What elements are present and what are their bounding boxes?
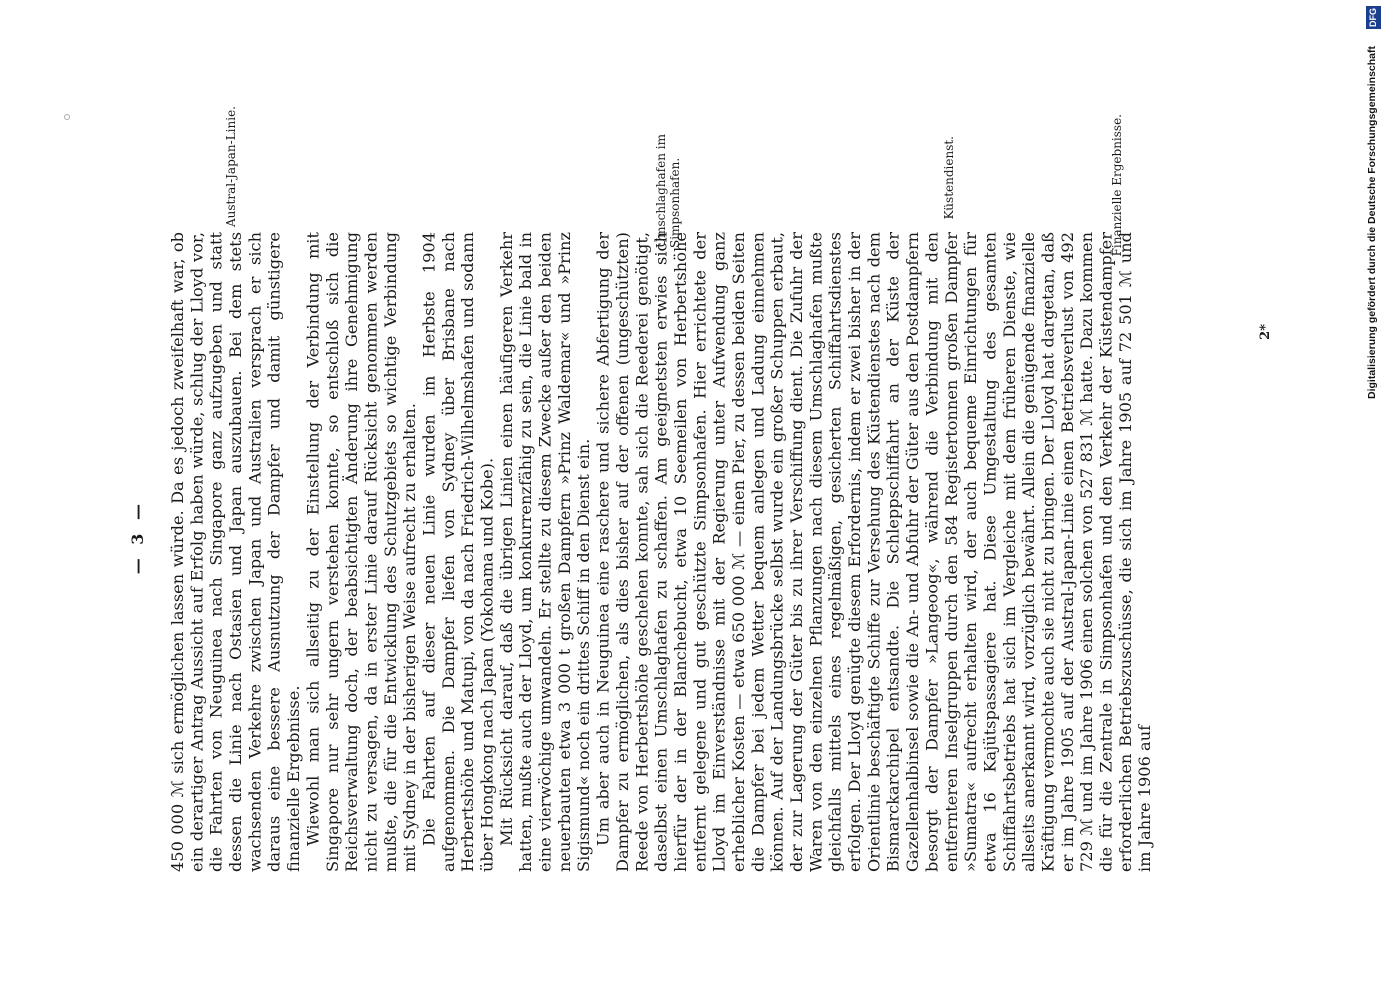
margin-note-umschlaghafen: Umschlaghafen im Simpsonhafen. bbox=[654, 134, 682, 248]
dfg-logo bbox=[1366, 6, 1381, 29]
digitization-strip bbox=[1366, 6, 1382, 406]
paragraph: Mit Rücksicht darauf, daß die übrigen Linien einen häufigeren Verkehr hatten, mußte auch der Lloyd, um konkurrenzfähig zu sein, die Linie bald in eine vierwöchige umwandeln. Er stellte zu diesem Zwecke außer den beiden neuerbauten etwa 3 000 t großen Dampfern »Prinz Waldemar« und »Prinz Sigismund« noch ein drittes Schiff in den Dienst ein. bbox=[496, 232, 594, 872]
paragraph: Um aber auch in Neuguinea eine raschere und sichere Abfertigung der Dampfer zu ermöglichen, als dies bisher auf der offenen (ungeschützten) Reede von Herbertshöhe geschehen konnte, sah sich die Reederei genötigt, daselbst einen Umschlaghafen zu schaffen. Am geeignetsten erwies sich hierfür der in der Blanchebucht, etwa 10 Seemeilen von Herbertshöhe entfernt gelegene und gut geschützte Simpsonhafen. Hier errichtete der Lloyd im Einverständnisse mit der Regierung unter Aufwendung ganz erheblicher Kosten — etwa 650 000 ℳ — einen Pier, zu dessen beiden Seiten die Dampfer bei jedem Wetter bequem anlegen und Ladung einnehmen können. Auf der Landungsbrücke selbst wurde ein großer Schuppen erbaut, der zur Lagerung der Güter bis zu ihrer Verschiffung dient. Die Zufuhr der Waren von den einzelnen Pflanzungen nach diesem Umschlaghafen mußte gleichfalls mittels eines regelmäßigen, gesicherten Schiffahrtsdienstes erfolgen. Der Lloyd genügte diesem Erfordernis, indem er zwei bisher in der Orientlinie beschäftigte Schiffe zur Versehung des Küstendienstes nach dem Bismarckarchipel entsandte. Die Schleppschiffahrt an der Küste der Gazellenhalbinsel sowie die An- und Abfuhr der Güter aus den Postdampfern besorgt der Dampfer »Langeoog«, während die Verbindung mit den entfernteren Inselgruppen durch den 584 Registertonnen großen Dampfer »Sumatra« aufrecht erhalten wird, der auch bequeme Einrichtungen für etwa 16 Kajütspassagiere hat. Diese Umgestaltung des gesamten Schiffahrtsbetriebs hat sich im Vergleiche mit dem früheren Dienste, wie allseits anerkannt wird, vorzüglich bewährt. Allein die genügende finanzielle Kräftigung vermochte auch sie nicht zu bringen. Der Lloyd hat dargetan, daß er im Jahre 1905 auf der Austral-Japan-Linie einen Betriebsverlust von 492 729 ℳ und im Jahre 1906 einen solchen von 527 831 ℳ hatte. Dazu kommen die für die Zentrale in Simpsonhafen und den Verkehr der Küstendampfer erforderlichen Betriebszuschüsse, die sich im Jahre 1905 auf 72 501 ℳ und im Jahre 1906 auf bbox=[593, 232, 1155, 872]
paragraph: Wiewohl man sich allseitig zu der Einstellung der Verbindung mit Singapore nur sehr ungern verstehen konnte, so entschloß sich die Reichsverwaltung doch, der beabsichtigten Änderung ihre Genehmigung nicht zu versagen, da in erster Linie darauf Rücksicht genommen werden mußte, die für die Entwicklung des Schutzgebiets so wichtige Verbindung mit Sydney in der bisherigen Weise aufrecht zu erhalten. bbox=[303, 232, 420, 872]
scan-speck bbox=[64, 114, 70, 120]
margin-note-finanzielle-ergebnisse: Finanzielle Ergebnisse. bbox=[1110, 114, 1124, 257]
margin-note-kuestendienst: Küstendienst. bbox=[942, 136, 956, 220]
page-number: — 3 — bbox=[128, 500, 147, 575]
margin-note-austral-japan: Austral-Japan-Linie. bbox=[224, 106, 238, 228]
paragraph: Die Fahrten auf dieser neuen Linie wurden im Herbste 1904 aufgenommen. Die Dampfer liefen von Sydney über Brisbane nach Herbertshöhe und Matupi, von da nach Friedrich-Wilhelmshafen und sodann über Hongkong nach Japan (Yokohama und Kobe). bbox=[419, 232, 497, 872]
dfg-logo-text: DFG bbox=[1368, 8, 1378, 27]
main-text bbox=[168, 232, 1258, 872]
paragraph: 450 000 ℳ sich ermöglichen lassen würde. Da es jedoch zweifelhaft war, ob ein derartiger Antrag Aussicht auf Erfolg haben würde, schlug der Lloyd vor, die Fahrten von Neuguinea nach Singapore ganz aufzugeben und statt dessen die Linie nach Ostasien und Japan auszubauen. Bei dem stets wachsenden Verkehre zwischen Japan und Australien versprach er sich daraus eine bessere Ausnutzung der Dampfer und damit günstigere finanzielle Ergebnisse. bbox=[168, 232, 304, 872]
digitization-note: Digitalisierung gefördert durch die Deutsche Forschungsgemeinschaft bbox=[1366, 46, 1378, 399]
sheet-signature: 2* bbox=[1258, 324, 1273, 340]
